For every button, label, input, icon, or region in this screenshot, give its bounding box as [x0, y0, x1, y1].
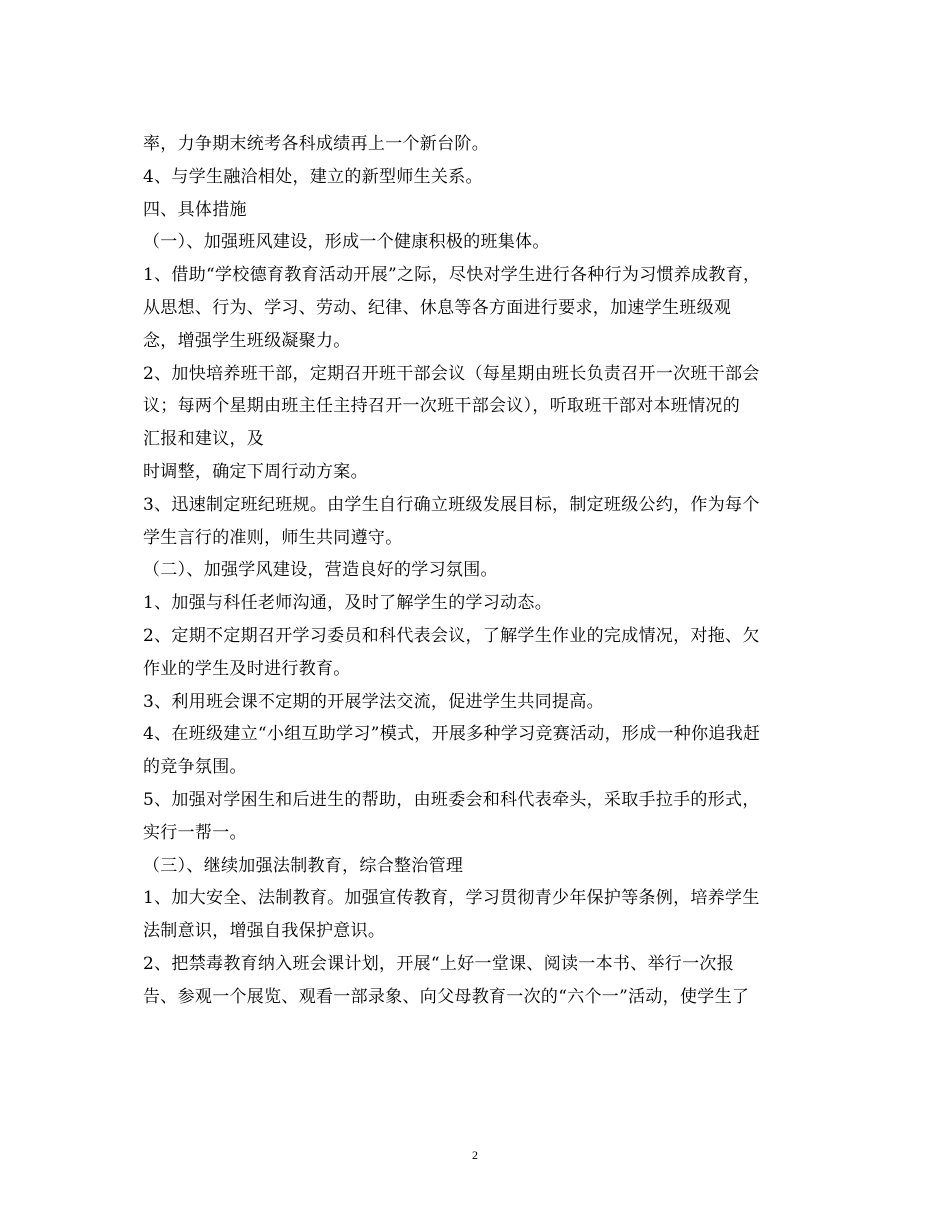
text-line: 4、与学生融洽相处，建立的新型师生关系。 [143, 166, 483, 187]
text-line: 2、定期不定期召开学习委员和科代表会议，了解学生作业的完成情况，对拖、欠 [143, 625, 760, 646]
text-line: 法制意识，增强自我保护意识。 [143, 921, 386, 942]
text-line: 作业的学生及时进行教育。 [143, 658, 351, 679]
text-line: 的竞争氛围。 [143, 757, 247, 778]
text-line: 4、在班级建立“小组互助学习”模式，开展多种学习竞赛活动，形成一种你追我赶 [143, 724, 761, 745]
text-line: 1、加强与科任老师沟通，及时了解学生的学习动态。 [143, 593, 553, 614]
text-line: 实行一帮一。 [143, 822, 247, 843]
text-line: 告、参观一个展览、观看一部录象、向父母教育一次的“六个一”活动，使学生了 [143, 986, 750, 1007]
text-line: 3、利用班会课不定期的开展学法交流，促进学生共同提高。 [143, 691, 604, 712]
subsection-heading: （一）、加强班风建设，形成一个健康积极的班集体。 [143, 232, 550, 253]
text-line: 议；每两个星期由班主任主持召开一次班干部会议），听取班干部对本班情况的 [143, 396, 740, 417]
text-line: 1、加大安全、法制教育。加强宣传教育，学习贯彻青少年保护等条例，培养学生 [143, 888, 760, 909]
text-line: 5、加强对学困生和后进生的帮助，由班委会和科代表牵头，采取手拉手的形式， [143, 789, 760, 810]
text-line: 学生言行的准则，师生共同遵守。 [143, 527, 403, 548]
text-line: 3、迅速制定班纪班规。由学生自行确立班级发展目标，制定班级公约，作为每个 [143, 494, 760, 515]
body-text [143, 128, 813, 1014]
page-number: 2 [472, 1148, 478, 1162]
section-heading: 四、具体措施 [143, 199, 247, 220]
text-line: 汇报和建议，及 [143, 429, 265, 450]
text-line: 率，力争期末统考各科成绩再上一个新台阶。 [143, 134, 489, 154]
text-line: 念，增强学生班级凝聚力。 [143, 330, 351, 351]
subsection-heading: （三）、继续加强法制教育，综合整治管理 [143, 855, 464, 876]
text-line: 2、加快培养班干部，定期召开班干部会议（每星期由班长负责召开一次班干部会 [143, 363, 760, 384]
text-line: 2、把禁毒教育纳入班会课计划，开展“上好一堂课、阅读一本书、举行一次报 [143, 953, 735, 974]
text-line: 时调整，确定下周行动方案。 [143, 461, 368, 482]
text-line: 从思想、行为、学习、劳动、纪律、休息等各方面进行要求，加速学生班级观 [143, 297, 732, 318]
subsection-heading: （二）、加强学风建设，营造良好的学习氛围。 [143, 560, 498, 581]
text-line: 1、借助“学校德育教育活动开展”之际，尽快对学生进行各种行为习惯养成教育， [143, 265, 761, 286]
